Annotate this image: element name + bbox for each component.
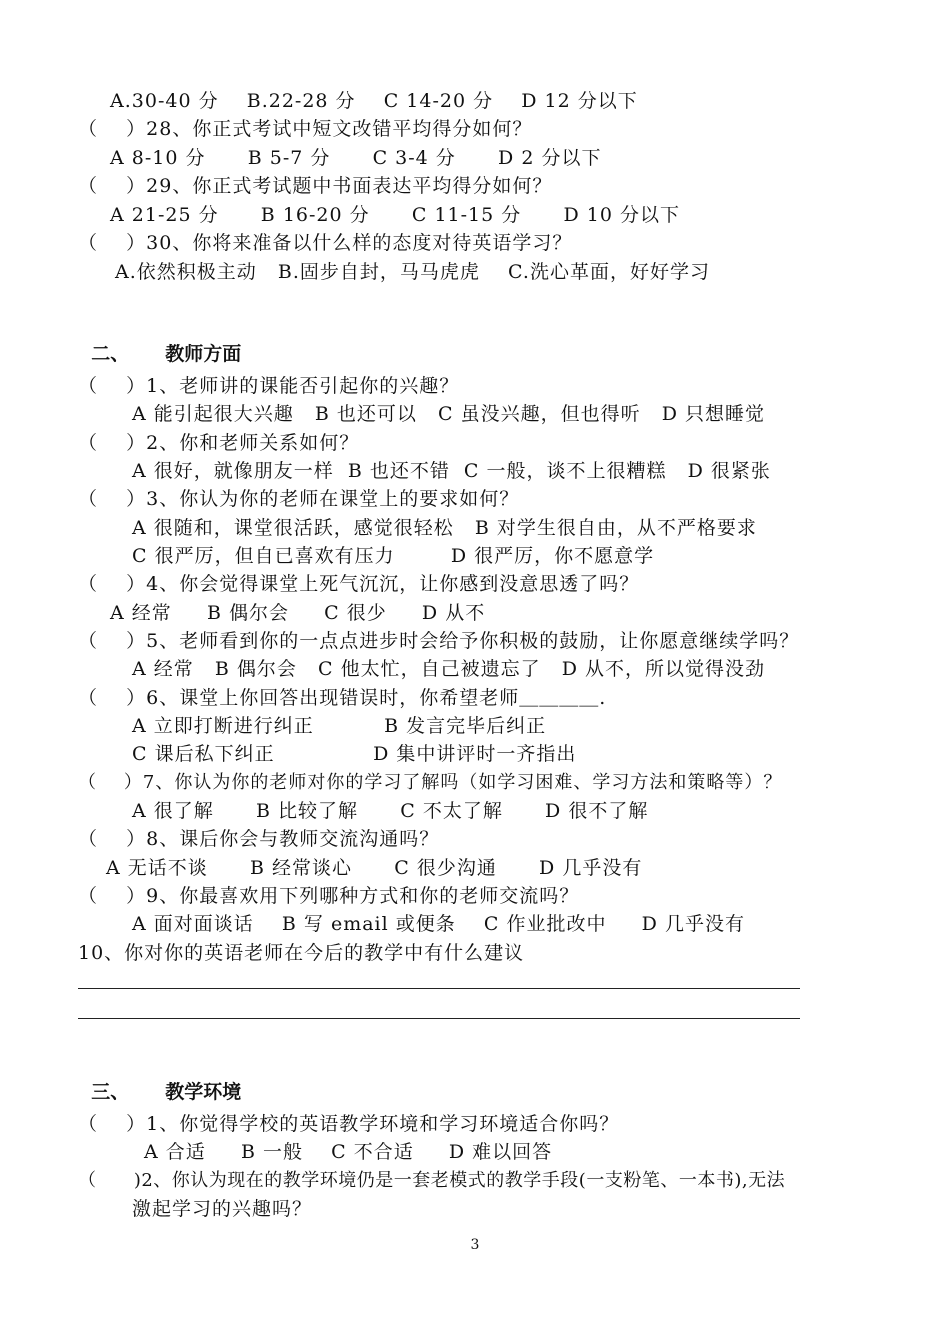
s2-q5-options: A 经常 B 偶尔会 C 他太忙，自己被遗忘了 D 从不，所以觉得没劲 <box>132 658 765 680</box>
s2-q10-question: 10、你对你的英语老师在今后的教学中有什么建议 <box>78 942 525 964</box>
q29-question: （ ）29、你正式考试题中书面表达平均得分如何？ <box>78 175 553 197</box>
s3-q1-question: （ ）1、你觉得学校的英语教学环境和学习环境适合你吗？ <box>78 1113 620 1135</box>
s2-q6-options-1: A 立即打断进行纠正 B 发言完毕后纠正 <box>132 715 547 737</box>
s2-q9-options: A 面对面谈话 B 写 email 或便条 C 作业批改中 D 几乎没有 <box>132 913 745 935</box>
page-number: 3 <box>470 1237 480 1253</box>
section-title: 教师方面 <box>165 343 242 365</box>
s2-q2-options: A 很好，就像朋友一样 B 也还不错 C 一般，谈不上很糟糕 D 很紧张 <box>132 460 771 482</box>
section-number: 二、 <box>91 343 130 365</box>
answer-line <box>78 1018 800 1019</box>
q28-options: A 8-10 分 B 5-7 分 C 3-4 分 D 2 分以下 <box>110 147 602 169</box>
s2-q1-question: （ ）1、老师讲的课能否引起你的兴趣？ <box>78 375 460 397</box>
section-heading-teacher <box>78 318 241 366</box>
s2-q6-question: （ ）6、课堂上你回答出现错误时，你希望老师＿＿＿＿. <box>78 687 607 709</box>
s3-q2-question: （ )2、你认为现在的教学环境仍是一套老模式的教学手段(一支粉笔、一本书),无法 <box>78 1170 786 1191</box>
s2-q8-options: A 无话不谈 B 经常谈心 C 很少沟通 D 几乎没有 <box>106 857 643 879</box>
s2-q9-question: （ ）9、你最喜欢用下列哪种方式和你的老师交流吗？ <box>78 885 580 907</box>
section-heading-environment <box>78 1056 241 1104</box>
s2-q3-options-1: A 很随和，课堂很活跃，感觉很轻松 B 对学生很自由，从不严格要求 <box>132 517 757 539</box>
s2-q5-question: （ ）5、老师看到你的一点点进步时会给予你积极的鼓励，让你愿意继续学吗？ <box>78 630 800 652</box>
q27-options: A.30-40 分 B.22-28 分 C 14-20 分 D 12 分以下 <box>110 90 638 112</box>
q30-options: A.依然积极主动 B.固步自封，马马虎虎 C.洗心革面，好好学习 <box>115 261 710 283</box>
s2-q1-options: A 能引起很大兴趣 B 也还可以 C 虽没兴趣，但也得听 D 只想睡觉 <box>132 403 765 425</box>
q28-question: （ ）28、你正式考试中短文改错平均得分如何？ <box>78 118 533 140</box>
answer-line <box>78 988 800 989</box>
s2-q7-options: A 很了解 B 比较了解 C 不太了解 D 很不了解 <box>132 800 649 822</box>
s2-q6-options-2: C 课后私下纠正 D 集中讲评时一齐指出 <box>132 743 577 765</box>
s3-q2-question-cont: 激起学习的兴趣吗？ <box>132 1198 313 1220</box>
s3-q1-options: A 合适 B 一般 C 不合适 D 难以回答 <box>144 1141 553 1163</box>
q29-options: A 21-25 分 B 16-20 分 C 11-15 分 D 10 分以下 <box>110 204 680 226</box>
s2-q3-options-2: C 很严厉，但自已喜欢有压力 D 很严厉，你不愿意学 <box>132 545 655 567</box>
section-title: 教学环境 <box>165 1081 242 1103</box>
s2-q4-question: （ ）4、你会觉得课堂上死气沉沉，让你感到没意思透了吗？ <box>78 573 640 595</box>
s2-q7-question: （ ）7、你认为你的老师对你的学习了解吗（如学习困难、学习方法和策略等）？ <box>78 772 783 793</box>
s2-q8-question: （ ）8、课后你会与教师交流沟通吗？ <box>78 828 440 850</box>
section-number: 三、 <box>91 1081 130 1103</box>
s2-q3-question: （ ）3、你认为你的老师在课堂上的要求如何？ <box>78 488 520 510</box>
s2-q4-options: A 经常 B 偶尔会 C 很少 D 从不 <box>110 602 486 624</box>
s2-q2-question: （ ）2、你和老师关系如何？ <box>78 432 360 454</box>
q30-question: （ ）30、你将来准备以什么样的态度对待英语学习？ <box>78 232 573 254</box>
